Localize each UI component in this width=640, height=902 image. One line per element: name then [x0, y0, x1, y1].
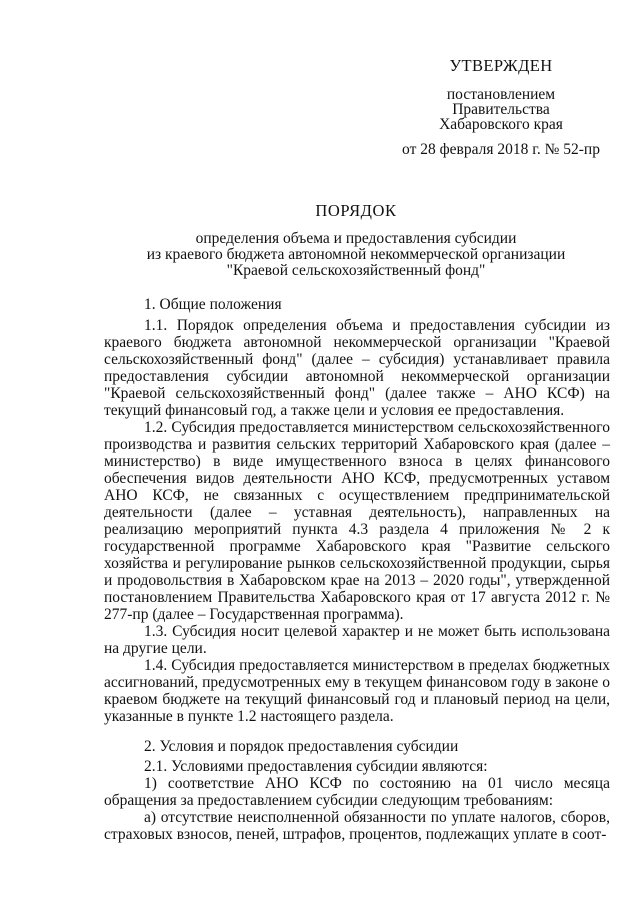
document-subtitle-line: "Краевой сельскохозяйственный фонд" [226, 262, 486, 279]
approval-heading: УТВЕРЖДЕН [449, 56, 553, 75]
document-body [104, 296, 610, 843]
document-title: ПОРЯДОК [315, 201, 397, 220]
approval-stamp [396, 58, 606, 157]
section-heading: 1. Общие положения [144, 296, 282, 313]
approval-line: Правительства [452, 101, 550, 118]
paragraph: 1.2. Субсидия предоставляется министерством сельскохозяйственного производства и развития сельских территорий Хабаровского края (далее – министерство) в виде имущественного взноса в целях финансового обеспечения видов деятельности АНО КСФ, предусмотренных уставом АНО КСФ, не связанных с осуществлением предпринимательской деятельности (далее – уставная деятельность), направленных на реализацию мероприятий пункта 4.3 раздела 4 приложения № 2 к государственной программе Хабаровского края "Развитие сельского хозяйства и регулирование рынков сельскохозяйственной продукции, сырья и продовольствия в Хабаровском крае на 2013 – 2020 годы", утвержденной постановлением Правительства Хабаровского края от 17 августа 2012 г. № 277-пр (далее – Государственная программа). [104, 419, 610, 623]
paragraph: 1) соответствие АНО КСФ по состоянию на 01 число месяца обращения за предоставлением субсидии следующим требованиям: [104, 775, 610, 809]
paragraph: 2.1. Условиями предоставления субсидии являются: [144, 758, 488, 775]
document-title-block [90, 203, 622, 279]
document-subtitle-line: определения объема и предоставления субсидии [195, 230, 517, 247]
paragraph: 1.3. Субсидия носит целевой характер и не может быть использована на другие цели. [104, 623, 610, 657]
paragraph: а) отсутствие неисполненной обязанности по уплате налогов, сборов, страховых взносов, пеней, штрафов, процентов, подлежащих уплате в соот- [104, 809, 610, 843]
document-subtitle-line: из краевого бюджета автономной некоммерческой организации [146, 246, 566, 263]
approval-line: постановлением [446, 86, 556, 103]
paragraph: 1.4. Субсидия предоставляется министерством в пределах бюджетных ассигнований, предусмотренных ему в текущем финансовом году в законе о краевом бюджете на текущий финансовый год и плановый период на цели, указанные в пункте 1.2 настоящего раздела. [104, 657, 610, 725]
approval-date: от 28 февраля 2018 г. № 52-пр [402, 141, 600, 158]
section-heading: 2. Условия и порядок предоставления субсидии [144, 738, 459, 755]
approval-line: Хабаровского края [439, 116, 563, 133]
paragraph: 1.1. Порядок определения объема и предоставления субсидии из краевого бюджета автономной некоммерческой организации "Краевой сельскохозяйственный фонд" (далее – субсидия) устанавливает правила предоставления субсидии автономной некоммерческой организации "Краевой сельскохозяйственный фонд" (далее также – АНО КСФ) на текущий финансовый год, а также цели и условия ее предоставления. [104, 317, 610, 419]
